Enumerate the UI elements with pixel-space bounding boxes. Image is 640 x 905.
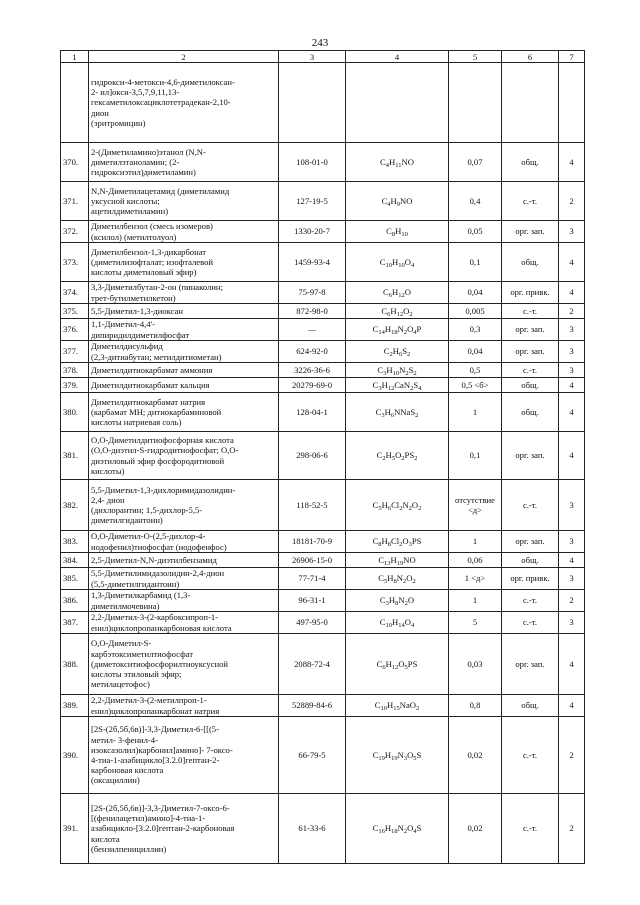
formula (346, 63, 449, 143)
substance-name-line: метил- 3-фенил-4- (91, 734, 158, 745)
substance-name-line: 2- ил]окси-3,5,7,9,11,13- (91, 87, 180, 98)
formula: $C_3H_{12}CaN_2S_4$ (346, 378, 449, 393)
hazard-class: 3 (559, 480, 585, 531)
table-row (61, 568, 585, 590)
harm-indicator: общ. (502, 143, 559, 182)
table-row (61, 304, 585, 319)
substance-name-cell (89, 480, 279, 531)
table-row (61, 182, 585, 221)
substance-name-cell (89, 695, 279, 717)
substance-name-line: кислота (91, 833, 120, 844)
cas-number: 66-79-5 (279, 717, 346, 794)
hazard-class: 4 (559, 143, 585, 182)
table-body (61, 63, 585, 864)
hazard-class: 2 (559, 304, 585, 319)
substance-name-line: (диметокситиофосфорилтиоуксусной (91, 658, 228, 669)
substance-name-cell (89, 612, 279, 634)
formula: $C_8H_8Cl_2O_3PS$ (346, 531, 449, 553)
harm-indicator: с.-т. (502, 304, 559, 319)
row-number: 371. (61, 182, 89, 221)
substance-name-cell (89, 432, 279, 480)
harm-indicator: с.-т. (502, 794, 559, 864)
table-row (61, 393, 585, 432)
substance-name-line: 2-(Диметиламино)этанол (N,N- (91, 146, 206, 157)
table-row (61, 695, 585, 717)
standard-value: 0,005 (449, 304, 502, 319)
substance-name-cell (89, 63, 279, 143)
standard-value: 0,4 (449, 182, 502, 221)
harm-indicator: общ. (502, 393, 559, 432)
row-number: 383. (61, 531, 89, 553)
substance-name-line: 1,1-Диметил-4,4'- (91, 319, 155, 330)
table-row (61, 319, 585, 341)
substance-name-cell (89, 143, 279, 182)
substance-name-line: 3,3-Диметилбутан-2-он (пинаколин; (91, 282, 223, 293)
cas-number: 20279-69-0 (279, 378, 346, 393)
substance-name-cell (89, 243, 279, 282)
substance-name-line: диметилэтаноламин; (2- (91, 156, 180, 167)
hazard-class: 4 (559, 553, 585, 568)
substance-name-line: изоксазолил)карбонил]амино]- 7-оксо- (91, 744, 233, 755)
substance-name-line: 5,5-Диметил-1,3-дихлоримидазолидин- (91, 484, 236, 495)
formula: $C_{14}H_{18}N_2O_4P$ (346, 319, 449, 341)
hazard-class: 4 (559, 695, 585, 717)
harm-indicator: орг. зап. (502, 319, 559, 341)
row-number: 388. (61, 634, 89, 695)
table-row (61, 432, 585, 480)
standard-value: 0,8 (449, 695, 502, 717)
cas-number: 872-98-0 (279, 304, 346, 319)
harm-indicator: с.-т. (502, 590, 559, 612)
table-row (61, 243, 585, 282)
substance-name-line: дион (91, 107, 109, 118)
standard-value: 0,03 (449, 634, 502, 695)
formula: $C_6H_{12}O_2$ (346, 304, 449, 319)
substance-name-line: 4-тиа-1-азабицикло[3.2.0]гептан-2- (91, 755, 220, 765)
substance-name-line: (2,3-дитиабутан; метилдитиометан) (91, 351, 222, 362)
table-row (61, 717, 585, 794)
table-row (61, 634, 585, 695)
substance-name-line: [(фенилацетил)амино]-4-тиа-1- (91, 813, 206, 824)
substance-name-line: (ксилол) (метилтолуол) (91, 231, 177, 242)
substance-name-cell (89, 363, 279, 378)
formula: $C_5H_6Cl_2N_2O_2$ (346, 480, 449, 531)
substance-name-cell (89, 717, 279, 794)
row-number: 376. (61, 319, 89, 341)
standard-value: 0,5 (449, 363, 502, 378)
cas-number: 61-33-6 (279, 794, 346, 864)
standard-value: 0,02 (449, 717, 502, 794)
hazard-class: 3 (559, 531, 585, 553)
row-number: 377. (61, 341, 89, 363)
substance-name-cell (89, 182, 279, 221)
row-number: 372. (61, 221, 89, 243)
harm-indicator: орг. привк. (502, 568, 559, 590)
formula: $C_6H_{12}O_5PS$ (346, 634, 449, 695)
substance-name-line: Диметилбензол (смесь изомеров) (91, 221, 213, 232)
substance-name-line: 2,5-Диметил-N,N-диэтилбензамид (91, 554, 217, 565)
formula: $C_2H_6S_2$ (346, 341, 449, 363)
standard-value: отсутствие <д> (449, 480, 502, 531)
page-number: 243 (311, 37, 329, 49)
standard-value: 0,1 (449, 243, 502, 282)
hazard-class (559, 63, 585, 143)
hazard-class: 4 (559, 282, 585, 304)
substance-name-line: O,O-Диметил-O-(2,5-дихлор-4- (91, 531, 206, 542)
harm-indicator: орг. зап. (502, 634, 559, 695)
row-number: 385. (61, 568, 89, 590)
standard-value: 1 (449, 590, 502, 612)
row-number: 384. (61, 553, 89, 568)
substance-name-line: Диметилбензол-1,3-дикарбонат (91, 246, 207, 257)
substance-name-line: иодофенил)тиофосфат (иодофенфос) (91, 541, 227, 552)
formula: $C_{10}H_{10}O_4$ (346, 243, 449, 282)
harm-indicator: с.-т. (502, 480, 559, 531)
substance-name-line: [2S-(2б,5б,6в)]-3,3-Диметил-6-[[(5- (91, 724, 219, 735)
substance-name-cell (89, 590, 279, 612)
table-row (61, 794, 585, 864)
formula: $C_3H_{10}N_2S_2$ (346, 363, 449, 378)
hazard-class: 2 (559, 590, 585, 612)
substance-name-line: енил)циклопропанкарбоновая кислота (91, 622, 232, 633)
substance-name-line: диметилгидантоин) (91, 515, 163, 526)
substance-name-line: метилацетофос) (91, 679, 150, 690)
cas-number: 1459-93-4 (279, 243, 346, 282)
harm-indicator: общ. (502, 695, 559, 717)
standard-value: 1 (449, 531, 502, 553)
substance-name-cell (89, 341, 279, 363)
formula: $C_5H_8N_2O_2$ (346, 568, 449, 590)
substance-name-line: диметилмочевина) (91, 600, 160, 611)
hazard-class: 3 (559, 363, 585, 378)
substance-name-line: ацетилдиметиламин) (91, 206, 169, 217)
substance-name-line: (дихлорантин; 1,5-дихлор-5,5- (91, 505, 203, 515)
harm-indicator: с.-т. (502, 717, 559, 794)
column-header: 4 (346, 51, 449, 63)
hazard-class: 4 (559, 393, 585, 432)
harm-indicator: с.-т. (502, 182, 559, 221)
table-row (61, 553, 585, 568)
substance-name-line: Диметилдитиокарбамат натрия (91, 396, 206, 407)
harm-indicator: орг. зап. (502, 221, 559, 243)
standard-value: 0,3 (449, 319, 502, 341)
cas-number: 2088-72-4 (279, 634, 346, 695)
standard-value: 0,07 (449, 143, 502, 182)
cas-number: 497-95-0 (279, 612, 346, 634)
formula: $C_{19}H_{19}N_3O_5S$ (346, 717, 449, 794)
table-row (61, 221, 585, 243)
standard-value (449, 63, 502, 143)
substance-name-line: уксусной кислоты; (91, 195, 160, 206)
table-row (61, 590, 585, 612)
substance-name-line: (5,5-диметилгидантоин) (91, 578, 180, 589)
hazard-class: 3 (559, 568, 585, 590)
hazard-class: 4 (559, 432, 585, 480)
table-row (61, 612, 585, 634)
substance-name-cell (89, 378, 279, 393)
standard-value: 5 (449, 612, 502, 634)
hazard-class: 2 (559, 717, 585, 794)
substance-name-line: кислоты этиловый эфир; (91, 669, 182, 680)
substance-name-line: карбэтоксиметилтиофосфат (91, 648, 193, 659)
substance-name-line: гексаметилоксациклотетрадекан-2,10- (91, 97, 231, 108)
substance-name-line: Диметилдитиокарбамат аммония (91, 364, 213, 375)
cas-number: 3226-36-6 (279, 363, 346, 378)
cas-number: 75-97-8 (279, 282, 346, 304)
substance-table (60, 50, 585, 864)
hazard-class: 3 (559, 221, 585, 243)
formula: $C_{16}H_{18}N_2O_4S$ (346, 794, 449, 864)
row-number: 389. (61, 695, 89, 717)
substance-name-line: (оксациллин) (91, 775, 140, 786)
table-row (61, 480, 585, 531)
harm-indicator: с.-т. (502, 363, 559, 378)
harm-indicator: общ. (502, 553, 559, 568)
cas-number: 26906-15-0 (279, 553, 346, 568)
harm-indicator: общ. (502, 378, 559, 393)
hazard-class: 2 (559, 794, 585, 864)
column-header: 2 (89, 51, 279, 63)
hazard-class: 4 (559, 378, 585, 393)
harm-indicator: орг. зап. (502, 341, 559, 363)
row-number: 375. (61, 304, 89, 319)
harm-indicator: общ. (502, 243, 559, 282)
harm-indicator (502, 63, 559, 143)
substance-name-line: 1,3-Диметилкарбамид (1,3- (91, 590, 191, 601)
cas-number: 52889-84-6 (279, 695, 346, 717)
row-number: 373. (61, 243, 89, 282)
row-number: 391. (61, 794, 89, 864)
row-number: 374. (61, 282, 89, 304)
standard-value: 1 (449, 393, 502, 432)
substance-name-line: N,N-Диметилацетамид (диметиламид (91, 185, 230, 196)
substance-name-line: гидрокси-4-метокси-4,6-диметилоксан- (91, 76, 235, 87)
table-row (61, 378, 585, 393)
substance-name-cell (89, 304, 279, 319)
standard-value: 0,04 (449, 341, 502, 363)
substance-name-line: 2,4- дион (91, 494, 125, 505)
substance-name-line: кислоты диметиловый эфир) (91, 267, 197, 278)
row-number (61, 63, 89, 143)
substance-name-line: O,O-Диметилдитиофосфорная кислота (91, 435, 234, 446)
hazard-class: 3 (559, 341, 585, 363)
harm-indicator: орг. зап. (502, 432, 559, 480)
hazard-class: 3 (559, 319, 585, 341)
column-header: 5 (449, 51, 502, 63)
formula: $C_8H_{10}$ (346, 221, 449, 243)
substance-name-line: кислоты) (91, 465, 125, 476)
row-number: 387. (61, 612, 89, 634)
standard-value: 0,04 (449, 282, 502, 304)
harm-indicator: с.-т. (502, 612, 559, 634)
substance-name-cell (89, 531, 279, 553)
header-row (61, 51, 585, 63)
cas-number: 77-71-4 (279, 568, 346, 590)
table-row (61, 341, 585, 363)
hazard-class: 4 (559, 634, 585, 695)
table-row (61, 531, 585, 553)
harm-indicator: орг. привк. (502, 282, 559, 304)
cas-number: 624-92-0 (279, 341, 346, 363)
standard-value: 0,1 (449, 432, 502, 480)
substance-name-line: (бензилпенициллин) (91, 843, 167, 854)
row-number: 379. (61, 378, 89, 393)
substance-name-line: 5,5-Диметил-1,3-диоксан (91, 305, 183, 316)
cas-number: 118-52-5 (279, 480, 346, 531)
standard-value: 0,05 (449, 221, 502, 243)
standard-value: 0,06 (449, 553, 502, 568)
table-row (61, 63, 585, 143)
row-number: 370. (61, 143, 89, 182)
standard-value: 0,5 <б> (449, 378, 502, 393)
substance-name-line: 2,2-Диметил-3-(2-метилпроп-1- (91, 695, 207, 706)
formula: $C_3H_8N_2O$ (346, 590, 449, 612)
substance-name-cell (89, 221, 279, 243)
column-header: 3 (279, 51, 346, 63)
substance-name-line: енил)циклопропанкарбонат натрия (91, 705, 220, 716)
row-number: 378. (61, 363, 89, 378)
hazard-class: 4 (559, 243, 585, 282)
substance-name-line: 5,5-Диметилимидазолидин-2,4-дион (91, 568, 225, 579)
row-number: 380. (61, 393, 89, 432)
substance-name-line: [2S-(2б,5б,6в)]-3,3-Диметил-7-оксо-6- (91, 802, 230, 813)
cas-number: 108-01-0 (279, 143, 346, 182)
substance-name-line: O,O-Диметил-S- (91, 638, 152, 649)
table-row (61, 143, 585, 182)
substance-name-cell (89, 553, 279, 568)
substance-name-cell (89, 794, 279, 864)
substance-name-line: азабицикло-[3.2.0]гептан-2-карбоновая (91, 823, 235, 834)
substance-name-cell (89, 634, 279, 695)
harm-indicator: орг. зап. (502, 531, 559, 553)
substance-name-line: (карбамат МН; дитиокарбаминовой (91, 406, 222, 417)
cas-number: — (279, 319, 346, 341)
formula: $C_{10}H_{15}NaO_2$ (346, 695, 449, 717)
substance-name-line: карбоновая кислота (91, 765, 164, 776)
row-number: 382. (61, 480, 89, 531)
formula: $C_{10}H_{14}O_4$ (346, 612, 449, 634)
substance-name-line: (эритромицин) (91, 117, 146, 128)
cas-number: 18181-70-9 (279, 531, 346, 553)
cas-number: 96-31-1 (279, 590, 346, 612)
substance-name-line: диэтиловый эфир фосфородитиовой (91, 455, 225, 466)
substance-name-cell (89, 319, 279, 341)
formula: $C_4H_9NO$ (346, 182, 449, 221)
substance-name-cell (89, 393, 279, 432)
substance-name-line: 2,2-Диметил-3-(2-карбоксипроп-1- (91, 612, 219, 623)
cas-number: 128-04-1 (279, 393, 346, 432)
table-row (61, 363, 585, 378)
substance-name-line: гидроксиэтил)диметиламин) (91, 167, 196, 178)
cas-number: 298-06-6 (279, 432, 346, 480)
substance-name-line: (O,O-диэтил-S-гидродитиофосфат; O,O- (91, 445, 239, 456)
hazard-class: 2 (559, 182, 585, 221)
formula: $C_{13}H_{19}NO$ (346, 553, 449, 568)
substance-name-cell (89, 282, 279, 304)
substance-name-line: трет-бутилметилкетон) (91, 292, 176, 303)
substance-name-line: (диметилизофталат; изофталевой (91, 256, 214, 267)
standard-value: 1 <д> (449, 568, 502, 590)
column-header: 7 (559, 51, 585, 63)
formula: $C_4H_{11}NO$ (346, 143, 449, 182)
row-number: 386. (61, 590, 89, 612)
cas-number: 127-19-5 (279, 182, 346, 221)
row-number: 381. (61, 432, 89, 480)
standard-value: 0,02 (449, 794, 502, 864)
table-row (61, 282, 585, 304)
substance-name-line: дипиридилдиметилфосфат (91, 329, 190, 340)
substance-name-cell (89, 568, 279, 590)
formula: $C_2H_5O_2PS_2$ (346, 432, 449, 480)
column-header: 6 (502, 51, 559, 63)
substance-name-line: Диметилдисульфид (91, 341, 163, 352)
substance-name-line: кислоты натриевая соль) (91, 417, 182, 428)
cas-number (279, 63, 346, 143)
formula: $C_3H_6NNaS_2$ (346, 393, 449, 432)
row-number: 390. (61, 717, 89, 794)
formula: $C_6H_{12}O$ (346, 282, 449, 304)
hazard-class: 3 (559, 612, 585, 634)
column-header: 1 (61, 51, 89, 63)
substance-name-line: Диметилдитиокарбамат кальция (91, 379, 210, 390)
cas-number: 1330-20-7 (279, 221, 346, 243)
